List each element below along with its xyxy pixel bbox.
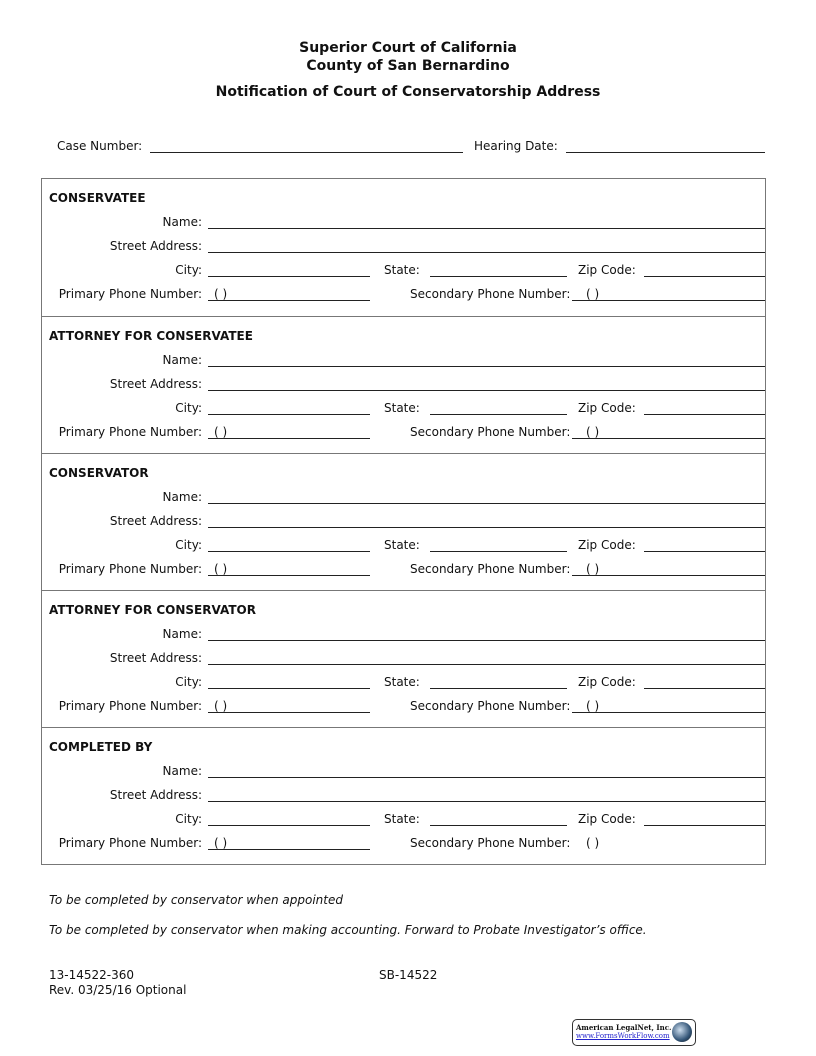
section-heading: CONSERVATOR [49,466,149,480]
primary-phone-label: Primary Phone Number: [58,699,202,713]
street-address-label: Street Address: [109,788,202,802]
note-1: To be completed by conservator when appointed [49,893,343,907]
form-number: 13-14522-360 [49,968,135,982]
street-address-label: Street Address: [109,651,202,665]
primary-phone-parens: ( ) [214,699,228,713]
name-label: Name: [162,627,202,641]
state-field[interactable] [430,825,567,826]
state-field[interactable] [430,276,567,277]
name-label: Name: [162,490,202,504]
revision: Rev. 03/25/16 Optional [49,983,187,997]
city-label: City: [175,263,202,277]
zip-code-label: Zip Code: [578,675,636,689]
street-address-label: Street Address: [109,514,202,528]
name-field[interactable] [208,503,765,504]
secondary-phone-label: Secondary Phone Number: [410,425,571,439]
sb-number: SB-14522 [379,968,438,982]
primary-phone-label: Primary Phone Number: [58,562,202,576]
state-field[interactable] [430,551,567,552]
primary-phone-label: Primary Phone Number: [58,425,202,439]
street-address-field[interactable] [208,664,765,665]
name-field[interactable] [208,640,765,641]
city-field[interactable] [208,276,370,277]
zip-code-label: Zip Code: [578,812,636,826]
case-number-field[interactable] [150,152,463,153]
city-label: City: [175,812,202,826]
section-heading: COMPLETED BY [49,740,153,754]
section-attorney-for-conservatee [42,316,765,454]
primary-phone-parens: ( ) [214,287,228,301]
street-address-field[interactable] [208,801,765,802]
zip-code-field[interactable] [644,825,765,826]
name-field[interactable] [208,777,765,778]
section-heading: ATTORNEY FOR CONSERVATOR [49,603,256,617]
county-name: County of San Bernardino [306,58,510,74]
sections-box [41,178,766,865]
secondary-phone-label: Secondary Phone Number: [410,562,571,576]
secondary-phone-parens: ( ) [586,699,600,713]
logo-link[interactable]: www.FormsWorkFlow.com [576,1032,670,1040]
primary-phone-parens: ( ) [214,562,228,576]
state-label: State: [384,675,420,689]
zip-code-field[interactable] [644,414,765,415]
city-label: City: [175,538,202,552]
zip-code-field[interactable] [644,688,765,689]
primary-phone-label: Primary Phone Number: [58,836,202,850]
secondary-phone-label: Secondary Phone Number: [410,836,571,850]
section-attorney-for-conservator [42,590,765,728]
american-legalnet-logo [572,1019,696,1046]
secondary-phone-field[interactable] [572,438,765,439]
primary-phone-field[interactable] [208,575,370,576]
name-label: Name: [162,353,202,367]
case-number-label: Case Number: [57,139,143,153]
street-address-field[interactable] [208,390,765,391]
name-label: Name: [162,764,202,778]
primary-phone-field[interactable] [208,712,370,713]
secondary-phone-field[interactable] [572,300,765,301]
city-label: City: [175,401,202,415]
logo-line1: American LegalNet, Inc. [576,1023,672,1032]
city-field[interactable] [208,551,370,552]
zip-code-label: Zip Code: [578,263,636,277]
street-address-label: Street Address: [109,239,202,253]
section-heading: CONSERVATEE [49,191,146,205]
form-title: Notification of Court of Conservatorship Address [215,84,601,100]
city-label: City: [175,675,202,689]
state-label: State: [384,538,420,552]
state-field[interactable] [430,414,567,415]
name-label: Name: [162,215,202,229]
secondary-phone-field[interactable] [572,575,765,576]
section-completed-by [42,727,765,865]
primary-phone-label: Primary Phone Number: [58,287,202,301]
section-heading: ATTORNEY FOR CONSERVATEE [49,329,253,343]
primary-phone-parens: ( ) [214,425,228,439]
primary-phone-parens: ( ) [214,836,228,850]
primary-phone-field[interactable] [208,300,370,301]
name-field[interactable] [208,228,765,229]
hearing-date-label: Hearing Date: [474,139,558,153]
name-field[interactable] [208,366,765,367]
secondary-phone-field[interactable] [572,712,765,713]
state-label: State: [384,401,420,415]
section-conservatee [42,179,765,316]
zip-code-label: Zip Code: [578,401,636,415]
street-address-label: Street Address: [109,377,202,391]
zip-code-field[interactable] [644,276,765,277]
note-2: To be completed by conservator when making accounting. Forward to Probate Investigator’s office. [49,923,647,937]
secondary-phone-parens: ( ) [586,562,600,576]
state-label: State: [384,263,420,277]
court-name: Superior Court of California [299,40,517,56]
city-field[interactable] [208,414,370,415]
city-field[interactable] [208,688,370,689]
secondary-phone-label: Secondary Phone Number: [410,287,571,301]
section-conservator [42,453,765,591]
primary-phone-field[interactable] [208,849,370,850]
zip-code-label: Zip Code: [578,538,636,552]
hearing-date-field[interactable] [566,152,765,153]
city-field[interactable] [208,825,370,826]
secondary-phone-label: Secondary Phone Number: [410,699,571,713]
street-address-field[interactable] [208,252,765,253]
zip-code-field[interactable] [644,551,765,552]
secondary-phone-field[interactable] [572,836,765,850]
state-field[interactable] [430,688,567,689]
secondary-phone-parens: ( ) [586,425,600,439]
secondary-phone-parens: ( ) [586,836,600,850]
state-label: State: [384,812,420,826]
street-address-field[interactable] [208,527,765,528]
primary-phone-field[interactable] [208,438,370,439]
secondary-phone-parens: ( ) [586,287,600,301]
globe-icon [672,1022,692,1042]
